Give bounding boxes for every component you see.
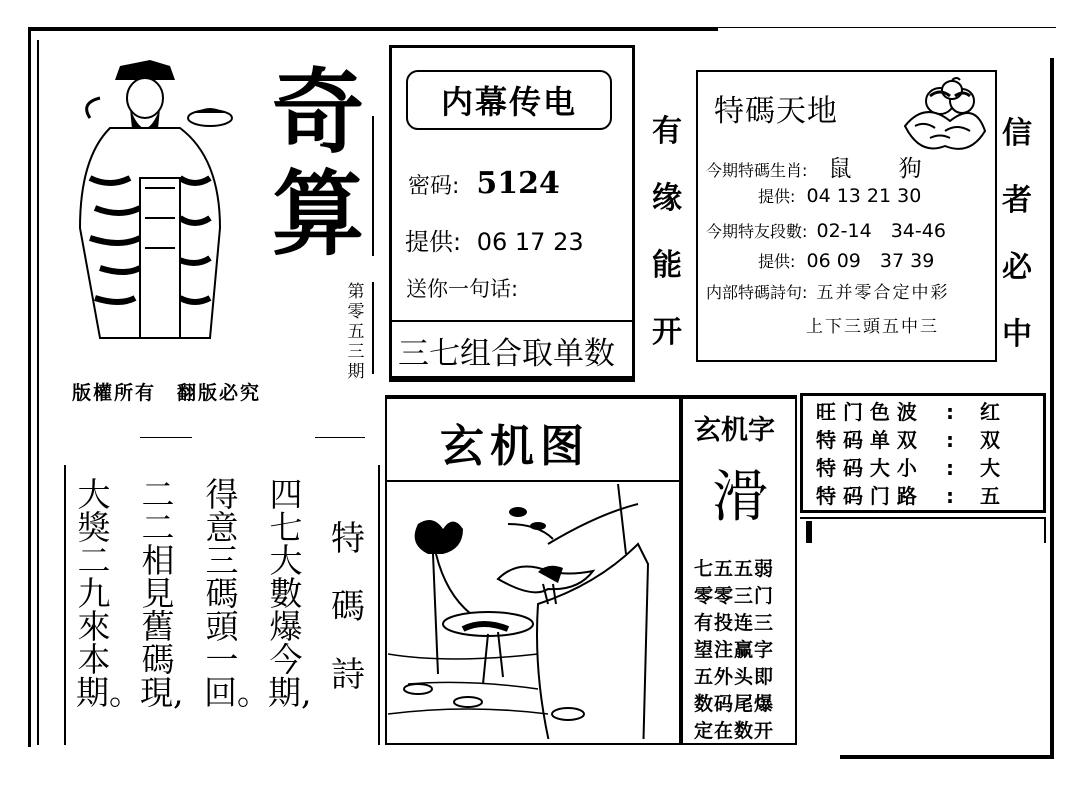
believer-vertical-text: 信者必中 — [1002, 116, 1032, 352]
saying-label: 送你一句话: — [406, 277, 519, 301]
password-row — [408, 166, 560, 201]
verse-row: 望注赢字 — [694, 639, 775, 661]
attribute-label: 特 码 单 双 — [816, 428, 917, 452]
issue-divider — [372, 282, 374, 374]
range-label: 今期特友段數: — [706, 222, 808, 241]
attribute-sep: : — [946, 456, 954, 480]
attributes-lower-right — [1044, 517, 1046, 543]
poem-verse-line-2: 上下三頭五中三 — [806, 317, 939, 337]
zodiac-2: 狗 — [898, 156, 922, 182]
poem-title: 特碼詩 — [331, 519, 365, 695]
poem-column-4: 大獎二九來本期。 — [76, 475, 142, 712]
attribute-sep: : — [946, 400, 954, 424]
mystery-char-glyph: 滑 — [712, 465, 768, 530]
poem-column-3: 二二相見舊碼現, — [140, 475, 184, 712]
attribute-sep: : — [946, 428, 954, 452]
range-values: 02-14 34-46 — [816, 220, 946, 242]
attributes-lower-rule — [800, 517, 1046, 519]
range-row — [706, 216, 946, 243]
attribute-row — [816, 426, 1000, 454]
poem-verse-label: 内部特碼詩句: — [706, 283, 808, 302]
attribute-label: 旺 门 色 波 — [816, 400, 917, 424]
attribute-value: 双 — [980, 428, 1000, 452]
bottom-border — [840, 755, 1054, 759]
saying-text: 三七组合取单数 — [398, 336, 615, 372]
fate-vertical-text: 有缘能开 — [652, 114, 682, 350]
special-world-title: 特碼天地 — [714, 94, 838, 129]
mystery-picture-divider — [385, 480, 681, 482]
attribute-row — [816, 454, 1000, 482]
mystery-char-verse — [694, 556, 792, 745]
left-border — [28, 27, 31, 747]
mystery-picture-title: 玄机图 — [440, 421, 590, 472]
mystery-picture-top-bar — [385, 395, 681, 399]
verse-row: 五外头即 — [694, 666, 775, 688]
attributes-lower-marker — [806, 521, 812, 543]
attribute-sep: : — [946, 484, 954, 508]
poem-frame-left — [64, 465, 66, 745]
verse-row: 零零三门 — [694, 585, 775, 607]
attribute-row — [816, 482, 1000, 510]
provide-value: 06 17 23 — [476, 228, 584, 256]
range-provide-label: 提供: — [758, 252, 796, 271]
verse-row: 数码尾爆 — [694, 693, 775, 715]
top-border — [28, 27, 718, 31]
poem-verse-line-1: 五并零合定中彩 — [816, 283, 950, 303]
password-label: 密码: — [408, 174, 460, 199]
provide-row — [405, 222, 584, 257]
top-border-right — [718, 27, 1056, 28]
attribute-value: 大 — [980, 456, 1000, 480]
verse-row: 定在数开 — [694, 720, 775, 742]
mystery-char-top-bar — [681, 395, 797, 399]
attribute-value: 五 — [980, 484, 1000, 508]
poem-frame-right — [378, 465, 380, 745]
issue-number-vertical: 第零五三期 — [347, 282, 365, 382]
saying-divider — [391, 320, 633, 322]
title-divider — [372, 116, 374, 256]
god-figure-illustration — [70, 58, 240, 358]
grape-leaf-illustration — [900, 76, 990, 156]
lotus-kingfisher-illustration — [388, 484, 678, 739]
poem-rule-right — [315, 437, 365, 438]
zodiac-provide-label: 提供: — [758, 187, 796, 206]
left-inner-border — [37, 40, 39, 745]
attribute-label: 特 码 大 小 — [816, 456, 917, 480]
verse-row: 有投连三 — [694, 612, 775, 634]
title-char-qi: 奇 — [272, 58, 365, 166]
right-border — [1050, 58, 1054, 758]
attribute-row — [816, 398, 1000, 426]
attribute-value: 红 — [980, 400, 1000, 424]
inside-info-header — [406, 70, 612, 130]
attribute-label: 特 码 门 路 — [816, 484, 917, 508]
zodiac-row — [706, 150, 922, 183]
zodiac-provide-row — [758, 184, 921, 207]
poem-verse-row-1 — [706, 278, 950, 303]
password-value: 5124 — [476, 166, 560, 201]
title-char-suan: 算 — [272, 160, 365, 268]
poem-column-2: 得意三碼頭一回。 — [204, 475, 270, 712]
verse-row: 七五五弱 — [694, 558, 775, 580]
range-provide-row — [758, 246, 934, 273]
provide-label: 提供: — [405, 228, 462, 256]
poem-column-1: 四七大數爆今期, — [268, 475, 312, 712]
inside-info-title: 内幕传电 — [440, 83, 577, 121]
zodiac-1: 鼠 — [828, 156, 852, 182]
copyright-notice: 版權所有 翻版必究 — [72, 382, 262, 404]
zodiac-label: 今期特碼生肖: — [706, 161, 808, 180]
attributes-list — [816, 398, 1000, 510]
range-provide-values: 06 09 37 39 — [806, 250, 935, 272]
poem-rule-left — [140, 437, 192, 438]
mystery-char-title: 玄机字 — [694, 415, 775, 446]
zodiac-provide-values: 04 13 21 30 — [806, 185, 922, 207]
